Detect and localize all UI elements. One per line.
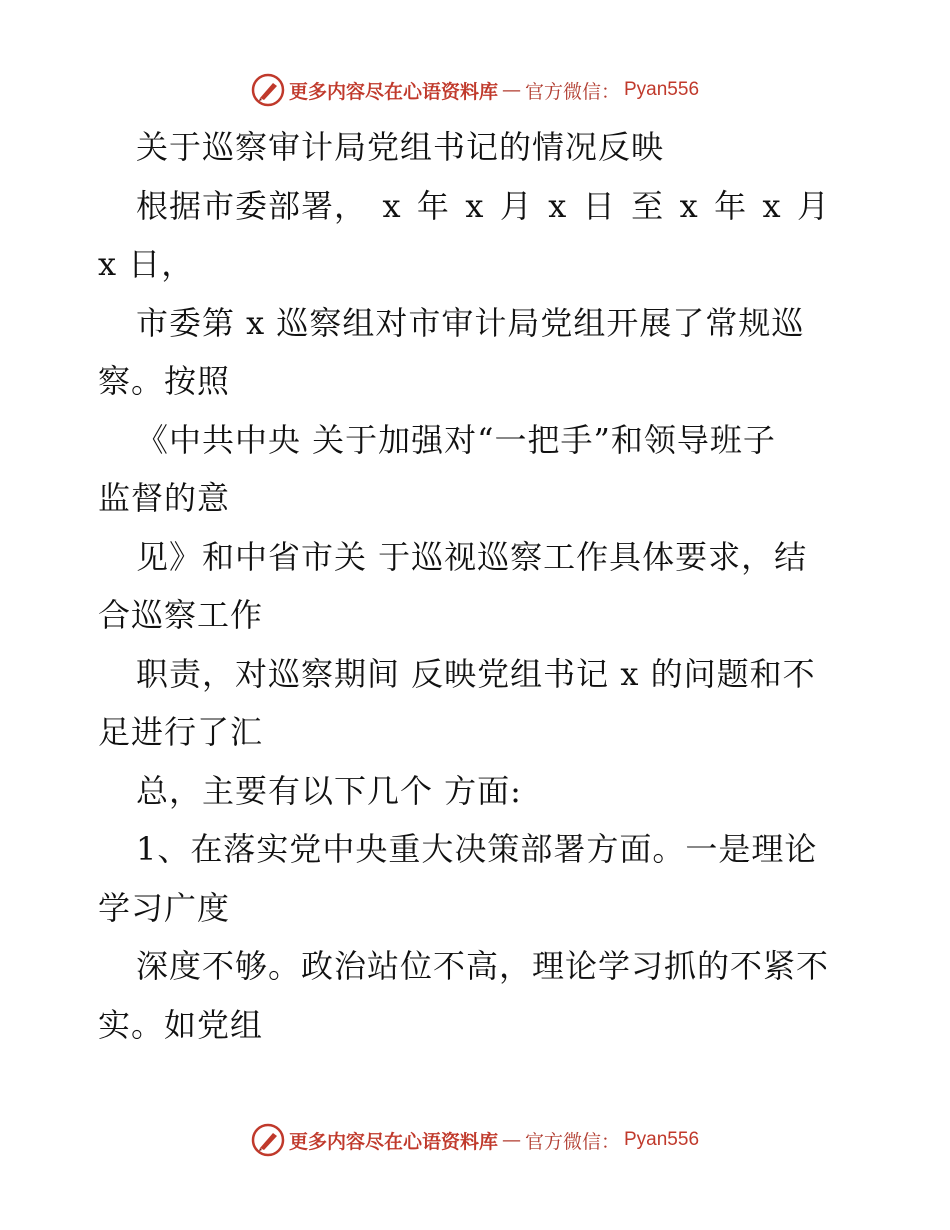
document-line: x 日，	[98, 245, 195, 283]
spread-token: 日	[582, 186, 616, 225]
watermark-wechat-label: 官方微信：	[524, 80, 620, 103]
document-line-spread	[98, 177, 858, 236]
spread-token: 年	[714, 186, 748, 225]
document-line: 总，主要有以下几个 方面:	[136, 771, 522, 810]
document-line: 监督的意	[98, 479, 231, 517]
spread-token: x	[465, 186, 485, 225]
watermark-bottom	[0, 1120, 950, 1160]
watermark-cn-text: 更多内容尽在心语资料库	[288, 80, 498, 103]
spread-token: 至	[631, 186, 665, 225]
document-line: 1、在落实党中央重大决策部署方面。一是理论	[136, 830, 818, 868]
document-line: 合巡察工作	[98, 596, 264, 634]
spread-token: x	[762, 186, 782, 225]
spread-token: x	[548, 186, 568, 225]
spread-token: 月	[499, 186, 533, 225]
spread-token: x	[679, 186, 699, 225]
watermark-wechat-id: Pyan556	[624, 79, 700, 100]
spread-token: 年	[416, 186, 450, 225]
document-title: 关于巡察审计局党组书记的情况反映	[136, 128, 665, 166]
document-line: 职责，对巡察期间 反映党组书记 x 的问题和不	[136, 654, 816, 693]
spread-token: x	[382, 186, 402, 225]
document-line: 见》和中省市关 于巡视巡察工作具体要求，结	[136, 537, 808, 576]
watermark-separator: —	[501, 79, 521, 101]
document-line: 实。如党组	[98, 1005, 264, 1044]
watermark-wechat-id: Pyan556	[624, 1129, 700, 1150]
document-line: 学习广度	[98, 888, 231, 927]
document-line: 察。按照	[98, 362, 231, 400]
document-line: 市委第 x 巡察组对市审计局党组开展了常规巡	[136, 303, 805, 342]
document-body	[98, 118, 858, 1054]
document-line: 足进行了汇	[98, 713, 264, 751]
watermark-separator: —	[501, 1129, 521, 1151]
watermark-top	[0, 70, 950, 110]
document-line: 深度不够。政治站位不高，理论学习抓的不紧不	[136, 947, 830, 985]
pen-logo-icon	[251, 73, 285, 107]
document-line: 《中共中央 关于加强对“一把手”和领导班子	[136, 420, 776, 459]
spread-token: 根据市委部署，	[136, 186, 368, 225]
spread-token: 月	[796, 186, 830, 225]
watermark-cn-text: 更多内容尽在心语资料库	[288, 1130, 498, 1153]
watermark-wechat-label: 官方微信：	[524, 1130, 620, 1153]
pen-logo-icon	[251, 1123, 285, 1157]
